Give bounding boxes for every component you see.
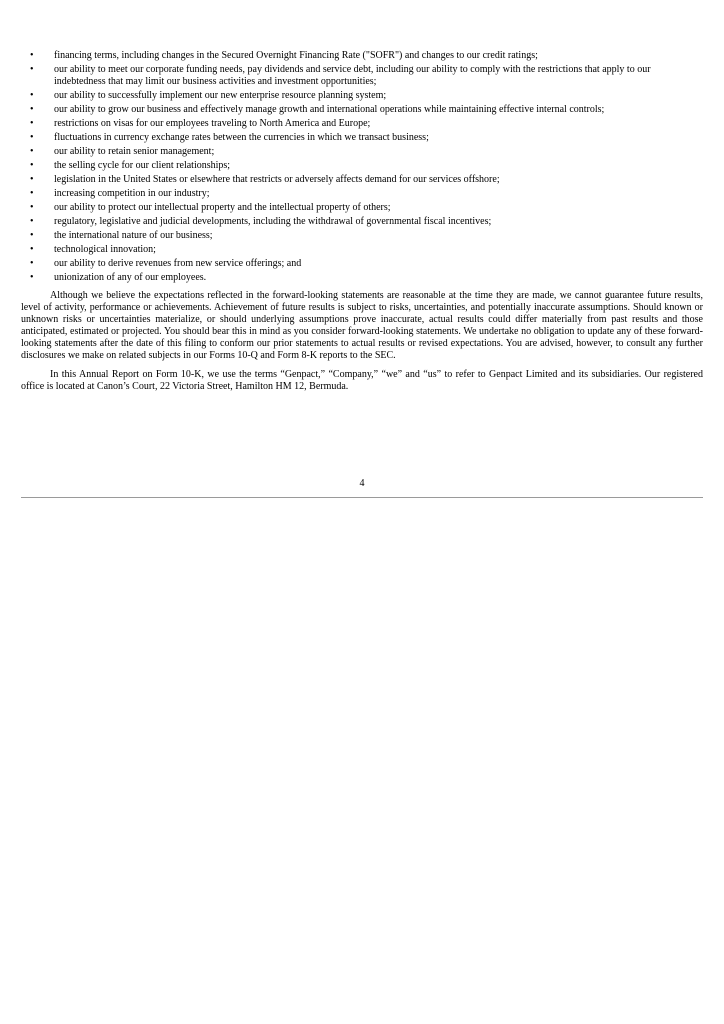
list-item-text: fluctuations in currency exchange rates between the currencies in which we transact business;: [54, 132, 429, 143]
list-item: [21, 50, 703, 62]
list-item: [21, 244, 703, 256]
list-item-text: our ability to protect our intellectual property and the intellectual property of others;: [54, 202, 391, 213]
page-number: 4: [359, 478, 365, 489]
list-item: [21, 160, 703, 172]
list-item-text: technological innovation;: [54, 244, 156, 255]
bullet-icon: •: [30, 258, 34, 269]
forward-looking-factors-list: [21, 50, 703, 284]
list-item-text: our ability to grow our business and effectively manage growth and international operations while maintaining effective internal controls;: [54, 104, 605, 115]
page-divider: [21, 497, 703, 498]
terms-definition-paragraph: In this Annual Report on Form 10-K, we use the terms “Genpact,” “Company,” “we” and “us” to refer to Genpact Limited and its subsidiaries. Our registered office is located at Canon’s Court, 22 Victoria Street, Hamilton HM 12, Bermuda.: [21, 369, 703, 392]
list-item-text: our ability to retain senior management;: [54, 146, 215, 157]
list-item: [21, 146, 703, 158]
bullet-icon: •: [30, 202, 34, 213]
bullet-icon: •: [30, 216, 34, 227]
bullet-icon: •: [30, 104, 34, 115]
bullet-icon: •: [30, 146, 34, 157]
list-item-text: our ability to derive revenues from new service offerings; and: [54, 258, 302, 269]
list-item-text: regulatory, legislative and judicial developments, including the withdrawal of governmental fiscal incentives;: [54, 216, 492, 227]
list-item-text: unionization of any of our employees.: [54, 272, 207, 283]
list-item: [21, 188, 703, 200]
list-item: [21, 202, 703, 214]
bullet-icon: •: [30, 188, 34, 199]
bullet-icon: •: [30, 174, 34, 185]
list-item: [21, 118, 703, 130]
bullet-icon: •: [30, 160, 34, 171]
bullet-icon: •: [30, 230, 34, 241]
document-page: [21, 50, 703, 393]
forward-looking-disclaimer-paragraph: Although we believe the expectations reflected in the forward-looking statements are reasonable at the time they are made, we cannot guarantee future results, level of activity, performance or achievements. Achievement of future results is subject to risks, uncertainties, and potentially inaccurate assumptions. Should known or unknown risks or uncertainties materialize, or should underlying assumptions prove inaccurate, actual results could differ materially from past results and those anticipated, estimated or projected. You should bear this in mind as you consider forward-looking statements. We undertake no obligation to update any of these forward-looking statements after the date of this filing to conform our prior statements to actual results or revised expectations. You are advised, however, to consult any further disclosures we make on related subjects in our Forms 10-Q and Form 8-K reports to the SEC.: [21, 290, 703, 361]
list-item: [21, 90, 703, 102]
list-item-text: restrictions on visas for our employees traveling to North America and Europe;: [54, 118, 371, 129]
list-item-text: our ability to meet our corporate funding needs, pay dividends and service debt, including our ability to comply with the restrictions that apply to our indebtedness that may limit our business activities and investment opportunities;: [54, 64, 651, 87]
list-item: [21, 64, 703, 88]
list-item-text: financing terms, including changes in the Secured Overnight Financing Rate ("SOFR") and changes to our credit ratings;: [54, 50, 538, 61]
list-item: [21, 258, 703, 270]
list-item: [21, 230, 703, 242]
bullet-icon: •: [30, 244, 34, 255]
list-item: [21, 272, 703, 284]
list-item: [21, 104, 703, 116]
bullet-icon: •: [30, 272, 34, 283]
list-item-text: the selling cycle for our client relationships;: [54, 160, 231, 171]
list-item-text: increasing competition in our industry;: [54, 188, 210, 199]
list-item: [21, 216, 703, 228]
list-item-text: the international nature of our business;: [54, 230, 213, 241]
list-item: [21, 174, 703, 186]
list-item: [21, 132, 703, 144]
bullet-icon: •: [30, 90, 34, 101]
bullet-icon: •: [30, 50, 34, 61]
bullet-icon: •: [30, 132, 34, 143]
list-item-text: legislation in the United States or elsewhere that restricts or adversely affects demand for our services offshore;: [54, 174, 500, 185]
bullet-icon: •: [30, 64, 34, 75]
list-item-text: our ability to successfully implement our new enterprise resource planning system;: [54, 90, 387, 101]
bullet-icon: •: [30, 118, 34, 129]
